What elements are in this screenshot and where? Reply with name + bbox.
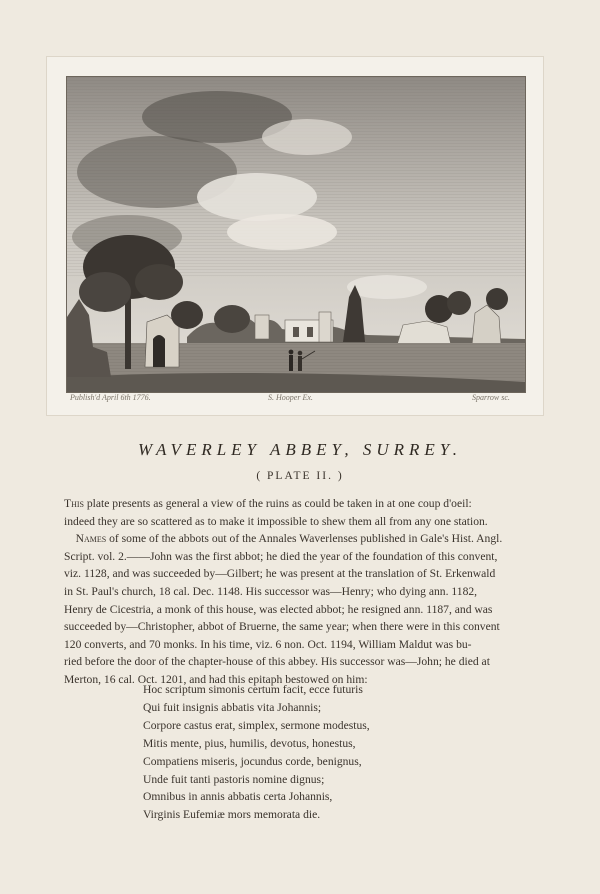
publisher-credit: S. Hooper Ex. [268,393,313,402]
epitaph-verse [143,681,370,824]
text-line: Henry de Cicestria, a monk of this house, was elected abbot; he resigned ann. 1187, and was [64,602,493,616]
verse-line: Mitis mente, pius, humilis, devotus, honestus, [143,736,356,750]
text-line: viz. 1128, and was succeeded by—Gilbert; he was present at the translation of St. Erkenwald [64,567,496,581]
text-line: of some of the abbots out of the Annales Waverlenses published in Gale's Hist. Angl. [106,532,503,546]
verse-line: Unde fuit tanti pastoris nomine dignus; [143,772,325,786]
paragraph-lead: This [64,497,84,510]
engraving-illustration [66,76,526,393]
engraver-credit: Sparrow sc. [472,393,510,402]
verse-line: Virginis Eufemiæ mors memorata die. [143,808,321,822]
text-line: Script. vol. 2.——John was the first abbot; he died the year of the foundation of this convent, [64,549,498,563]
text-line: Merton, 16 cal. Oct. 1201, and had this epitaph bestowed on him: [64,672,368,686]
verse-line: Compatiens miseris, jocundus corde, benignus, [143,754,362,768]
text-line: succeeded by—Christopher, abbot of Bruerne, the same year; when there were in this convent [64,620,500,634]
paragraph-1 [64,495,541,530]
verse-line: Omnibus in annis abbatis certa Johannis, [143,790,333,804]
text-line: in St. Paul's church, 18 cal. Dec. 1148. His successor was—Henry; who dying ann. 1182, [64,584,478,598]
publication-credit: Publish'd April 6th 1776. [70,393,151,402]
text-line: ried before the door of the chapter-house of this abbey. His successor was—John; he died at [64,655,490,669]
verse-line: Hoc scriptum simonis certum facit, ecce futuris [143,683,363,696]
verse-line: Corpore castus erat, simplex, sermone modestus, [143,718,370,732]
paragraph-lead: Names [75,532,107,546]
article-body [64,495,541,689]
text-line: 120 converts, and 70 monks. In his time, viz. 6 non. Oct. 1194, William Maldut was bu- [64,637,472,651]
plate-number: ( PLATE II. ) [256,470,344,482]
text-line: indeed they are so scattered as to make it impossible to shew them all from any one station. [64,514,488,528]
verse-line: Qui fuit insignis abbatis vita Johannis; [143,700,322,714]
text-line: plate presents as general a view of the ruins as could be taken in at one coup d'oeil: [83,497,472,510]
paragraph-2 [64,530,541,688]
page-title: WAVERLEY ABBEY, SURREY. [138,440,462,459]
